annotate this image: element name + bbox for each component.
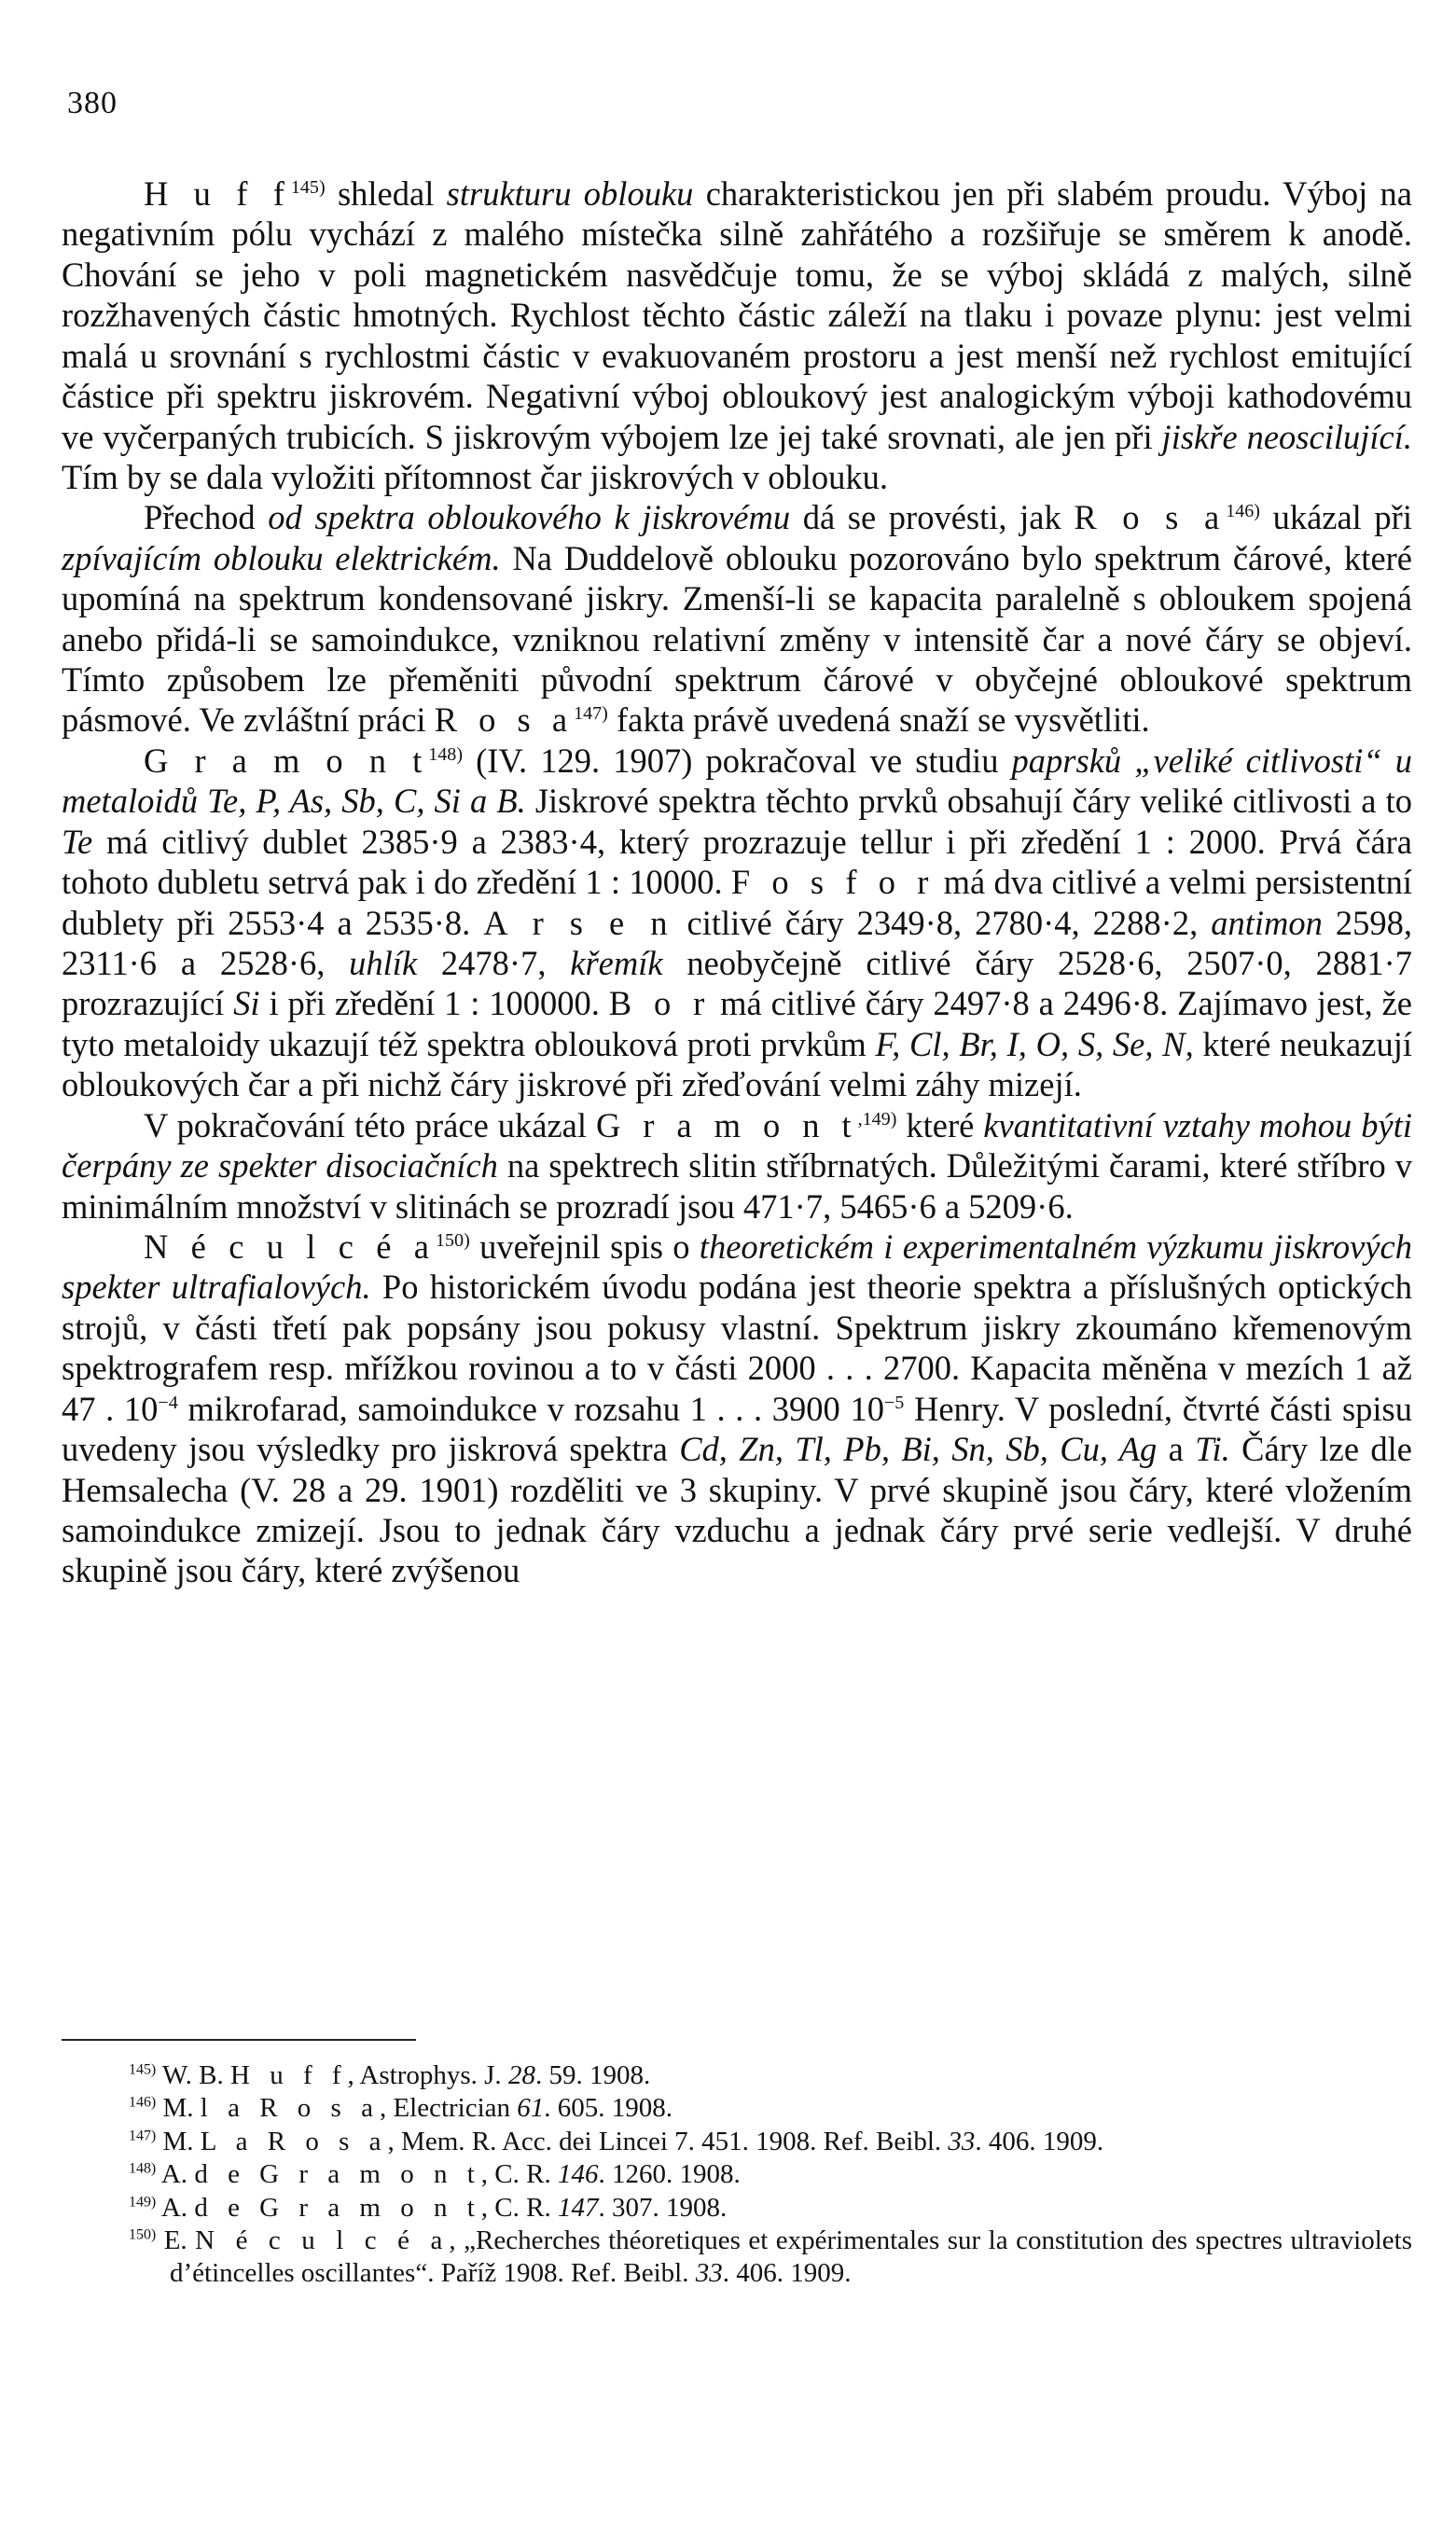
footnote-ref: ,149) (857, 1108, 897, 1130)
author-name: B o r (608, 984, 712, 1023)
footnote (62, 2059, 1412, 2092)
text-run: . 1260. 1908. (598, 2159, 741, 2190)
author-name: H u f f (230, 2060, 348, 2090)
footnotes (62, 2059, 1412, 2291)
author-name: A r s e n (483, 903, 674, 942)
footnote-ref: −4 (158, 1392, 178, 1413)
paragraph (62, 1227, 1412, 1591)
text-run: dá se provésti, jak (790, 498, 1075, 537)
author-name: N é c u l c é a (195, 2225, 450, 2255)
text-run: , C. R. (480, 2159, 558, 2190)
text-run: E. (156, 2225, 196, 2255)
footnote-ref: 145) (129, 2061, 157, 2078)
author-name: d e G r a m o n t (194, 2192, 481, 2223)
text-run: na spektrech slitin stříbrnatých. Důležitými čarami, které stříbro v minimálním množství v slitinách se prozradí jsou 471·7, 5465·6 a 5209·6. (62, 1146, 1412, 1226)
italic-run: od spektra obloukového k jiskrovému (268, 498, 791, 537)
footnote-ref: 147) (574, 703, 608, 725)
italic-run: theoretickém i experimentalném výzkumu jiskrových spekter ultrafialových. (62, 1227, 1412, 1307)
italic-run: zpívajícím oblouku elektrickém. (62, 538, 501, 577)
text-run: (IV. 129. 1907) pokračoval ve studiu (463, 741, 1012, 780)
italic-run: 146 (557, 2159, 599, 2190)
text-run: má dva citlivé a velmi persistentní dublety při 2553·4 a 2535·8. (62, 863, 1412, 942)
footnote-ref: 146) (129, 2094, 157, 2111)
author-name: G r a m o n t (144, 741, 429, 780)
text-run: Henry. V poslední, čtvrté části spisu uvedeny jsou výsledky pro jiskrová spektra (62, 1389, 1413, 1469)
text-run: Přechod (144, 498, 269, 537)
text-run: . 59. 1908. (534, 2060, 651, 2090)
italic-run: uhlík (349, 944, 418, 983)
text-run: má citlivé čáry 2497·8 a 2496·8. Zajímavo jest, že tyto metaloidy ukazují též spektra oblouková proti prvkům (62, 984, 1412, 1063)
author-name: F o s f o r (730, 863, 936, 902)
italic-run: 33 (695, 2258, 723, 2289)
text-run: které (896, 1105, 984, 1144)
text-run: i při zředění 1 : 100000. (259, 984, 609, 1023)
paragraph (62, 497, 1412, 741)
author-name: L a R o s a (200, 2126, 388, 2156)
text-run: má citlivý dublet 2385·9 a 2383·4, který prozrazuje tellur i při zředění 1 : 2000. Prvá čára tohoto dubletu setrvá pak i do zředění 1 : 10000. (62, 822, 1412, 902)
page-number: 380 (67, 86, 118, 120)
italic-run: Ti. (1195, 1430, 1230, 1469)
text-run: Tím by se dala vyložiti přítomnost čar jiskrových v oblouku. (62, 457, 888, 496)
author-name: R o s a (1074, 498, 1227, 537)
italic-run: kvantitativní vztahy mohou býti čerpány ze spekter disociačních (62, 1105, 1412, 1185)
text-run: mikrofarad, samoindukce v rozsahu 1 . . . 3900 10 (177, 1389, 884, 1428)
text-run: 2598, 2311·6 a 2528·6, (62, 903, 1413, 983)
paragraph (62, 173, 1412, 497)
text-run: charakteristickou jen při slabém proudu. Výboj na negativním pólu vychází z malého místečka silně zahřátého a rozšiřuje se směrem k anodě. Chování se jeho v poli magnetickém nasvědčuje tomu, že se výboj skládá z malých, silně rozžhavených částic hmotných. Rychlost těchto částic záleží na tlaku i povaze plynu: jest velmi malá u srovnání s rychlostmi částic v evakuovaném prostoru a jest menší než rychlost emitující částice při spektru jiskrovém. Negativní výboj obloukový jest analogickým výboji kathodovému ve vyčerpaných trubicích. S jiskrovým výbojem lze jej také srovnati, ale jen při (62, 174, 1413, 456)
text-run: fakta právě uvedená snaží se vysvětliti. (607, 700, 1150, 740)
footnote (62, 2158, 1412, 2191)
author-name: l a R o s a (200, 2093, 380, 2124)
italic-run: 33 (948, 2126, 976, 2156)
footnote-ref: 145) (290, 176, 326, 198)
italic-run: Si (233, 984, 260, 1023)
text-run: shledal (325, 174, 447, 213)
text-run: Na Duddelově oblouku pozorováno bylo spektrum čárové, které upomíná na spektrum kondensované jiskry. Zmenší-li se kapacita paralelně s obloukem spojená anebo přidá-li se samoindukce, vzniknou relativní změny v intensitě čar a nové čáry se objeví. Tímto způsobem lze přeměniti původní spektrum čárové v obyčejné obloukové spektrum pásmové. Ve zvláštní práci (62, 538, 1413, 740)
text-run: které neukazují obloukových čar a při nichž čáry jiskrové při zřeďování velmi záhy mizejí. (62, 1024, 1412, 1104)
text-run: Jiskrové spektra těchto prvků obsahují čáry veliké citlivosti a to (525, 782, 1412, 821)
italic-run: 61 (517, 2093, 545, 2124)
text-run: citlivé čáry 2349·8, 2780·4, 2288·2, (673, 903, 1212, 942)
text-run: . 307. 1908. (598, 2192, 728, 2223)
text-run: M. (156, 2126, 201, 2156)
italic-run: Cd, Zn, Tl, Pb, Bi, Sn, Sb, Cu, Ag (679, 1430, 1158, 1469)
author-name: G r a m o n t (595, 1105, 858, 1144)
italic-run: strukturu oblouku (446, 174, 694, 213)
text-run: Po historickém úvodu podána jest theorie spektra a příslušných optických strojů, v části třetí pak popsány jsou pokusy vlastní. Spektrum jiskry zkoumáno křemenovým spektrografem resp. mřížkou rovinou a to v části 2000 . . . 2700. Kapacita měněna v mezích 1 až 47 . 10 (62, 1268, 1412, 1428)
text-run: Čáry lze dle Hemsalecha (V. 28 a 29. 1901) rozděliti ve 3 skupiny. V prvé skupině jsou čáry, které vložením samoindukce zmizejí. Jsou to jednak čáry vzduchu a jednak čáry prvé serie vedlejší. V druhé skupině jsou čáry, které zvýšenou (62, 1430, 1412, 1590)
author-name: d e G r a m o n t (194, 2159, 481, 2190)
paragraph (62, 741, 1412, 1105)
text-run: V pokračování této práce ukázal (144, 1105, 596, 1144)
italic-run: F, Cl, Br, I, O, S, Se, N, (875, 1024, 1194, 1063)
text-run: W. B. (156, 2060, 230, 2090)
footnote-ref: 146) (1226, 501, 1260, 522)
footnote-ref: 150) (435, 1229, 470, 1251)
footnote-ref: 150) (129, 2226, 157, 2243)
text-run: A. (156, 2159, 195, 2190)
footnote (62, 2126, 1412, 2158)
text-run: M. (156, 2093, 201, 2124)
footnote-ref: 148) (428, 743, 464, 765)
text-run: , C. R. (480, 2192, 558, 2223)
italic-run: křemík (570, 944, 663, 983)
footnote (62, 2092, 1412, 2125)
italic-run: jiskře neoscilující. (1161, 417, 1412, 456)
text-run: , „Recherches théoretiques et expérimentales sur la constitution des spectres ultraviolets d’étincelles oscillantes“. Paříž 1908. Ref. Beibl. (170, 2225, 1413, 2289)
text-run: . 406. 1909. (975, 2126, 1104, 2156)
footnote-divider (62, 2039, 416, 2041)
text-run: . 406. 1909. (722, 2258, 852, 2289)
author-name: N é c u l c é a (144, 1227, 436, 1266)
paragraph (62, 1105, 1412, 1227)
main-text (62, 173, 1412, 1591)
text-run: uveřejnil spis o (469, 1227, 700, 1266)
text-run: A. (156, 2192, 195, 2223)
italic-run: 147 (557, 2192, 599, 2223)
footnote-ref: 148) (129, 2160, 157, 2177)
text-run: , Mem. R. Acc. dei Lincei 7. 451. 1908. Ref. Beibl. (387, 2126, 949, 2156)
text-run: , Astrophys. J. (347, 2060, 508, 2090)
footnote (62, 2225, 1412, 2291)
text-run: , Electrician (379, 2093, 518, 2124)
text-run: ukázal při (1259, 498, 1412, 537)
text-run: . 605. 1908. (544, 2093, 673, 2124)
italic-run: paprsků „veliké citlivosti“ u metaloidů Te, P, As, Sb, C, Si a B. (62, 741, 1413, 821)
author-name: H u f f (144, 174, 291, 213)
italic-run: 28 (507, 2060, 535, 2090)
text-run: neobyčejně citlivé čáry 2528·6, 2507·0, 2881·7 prozrazující (62, 944, 1413, 1023)
text-run: a (1157, 1430, 1196, 1469)
footnote-ref: 149) (129, 2193, 157, 2210)
text-run: 2478·7, (417, 944, 571, 983)
footnote (62, 2192, 1412, 2225)
italic-run: Te (62, 822, 93, 861)
footnote-ref: 147) (129, 2128, 157, 2144)
footnote-ref: −5 (883, 1392, 905, 1413)
author-name: R o s a (434, 700, 575, 740)
italic-run: antimon (1211, 903, 1323, 942)
